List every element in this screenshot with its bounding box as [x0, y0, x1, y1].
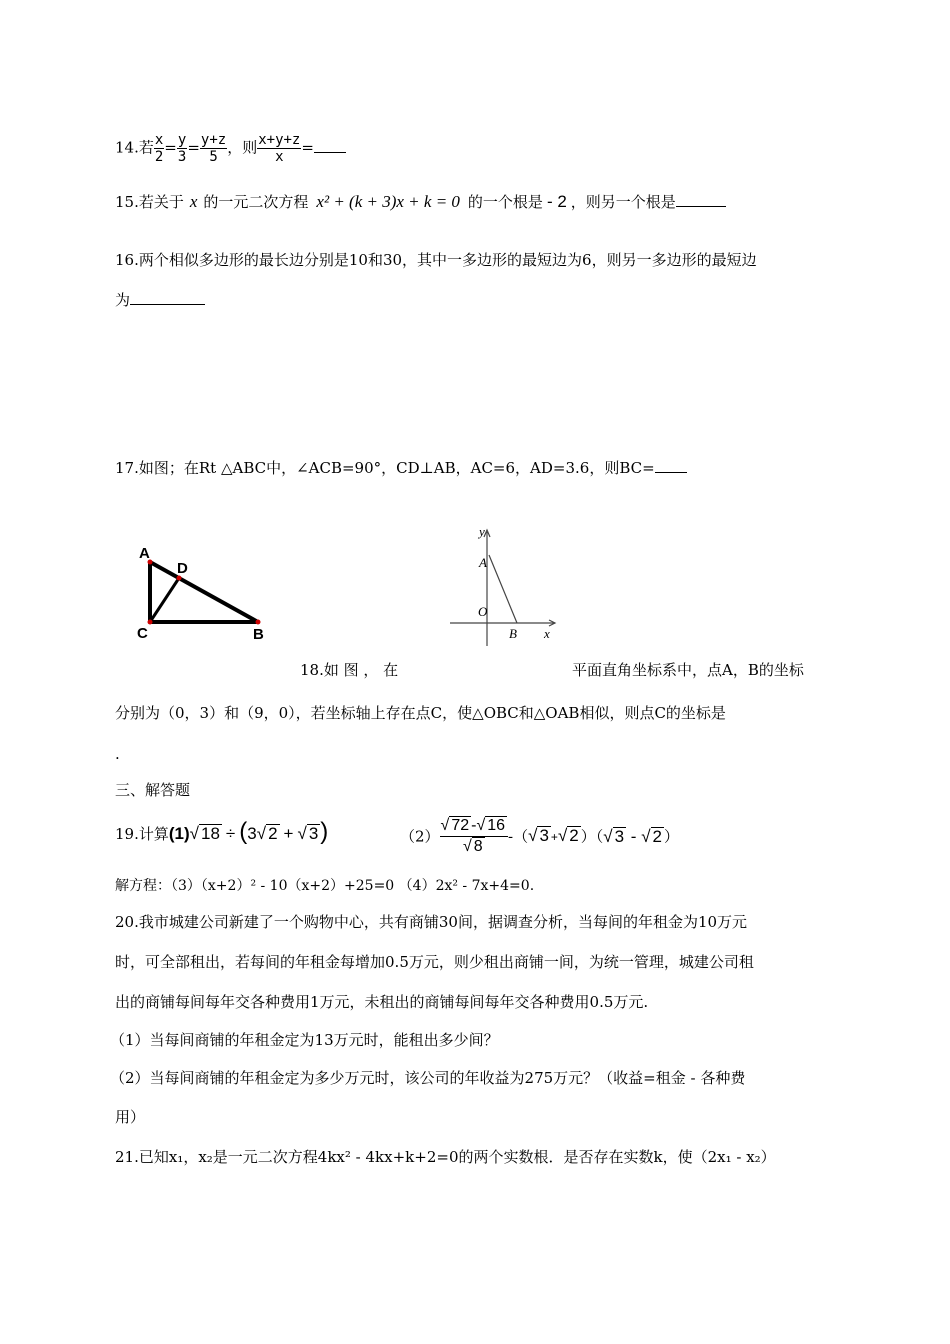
label-B: B [253, 626, 264, 643]
question-20-line1: 20.我市城建公司新建了一个购物中心，共有商铺30间，据调查分析，当每间的年租金为10万元 [115, 913, 748, 931]
answer-blank-15 [676, 192, 726, 207]
label-C: C [137, 625, 148, 642]
fraction-y-over-3: $\frac{y}{3}$ [177, 132, 187, 165]
q14-prefix: 14.若 [115, 138, 154, 157]
answer-blank-16 [130, 290, 205, 305]
question-18-line3: . [115, 745, 120, 763]
label-D: D [177, 560, 188, 577]
section-heading: 三、解答题 [115, 781, 191, 799]
question-21: 21.已知x₁，x₂是一元二次方程4kx² - 4kx+k+2=0的两个实数根．是否存在实数k，使（2x₁ - x₂） [115, 1148, 776, 1166]
point-A-label: A [479, 555, 487, 570]
solve-equations: 解方程：（3）（x+2）² - 10（x+2）+25=0 （4）2x² - 7x+4=0. [115, 878, 535, 894]
origin-O-label: O [478, 604, 488, 619]
question-20-line2: 时，可全部租出，若每间的年租金每增加0.5万元，则少租出商铺一间，为统一管理，城建公司租 [115, 953, 754, 971]
label-A: A [139, 545, 150, 562]
point-B-label: B [509, 626, 517, 641]
question-18-head2: 平面直角坐标系中，点A，B的坐标 [572, 661, 804, 679]
axis-y-label: y [479, 524, 485, 539]
radical-fraction: $\frac{√ 72 -√ 16}{√ 8}$ [440, 816, 508, 857]
triangle-figure [130, 540, 280, 645]
question-14: 14.若 $\frac{x}{2}$ = $\frac{y}{3}$ = $\frac{y+z}{5}$ ，则 $\frac{x+y+z}{x}$ = [115, 132, 346, 165]
question-19: 19.计算(1)√ 18 ÷ (3√ 2 + √ 3) [115, 818, 329, 845]
question-20-sub2: （2）当每间商铺的年租金定为多少万元时，该公司的年收益为275万元？（收益=租金 - 各种费 [110, 1069, 746, 1087]
question-18-head: 18.如 图 ， 在 [300, 661, 399, 679]
question-19-part2: （2） $\frac{√ 72 -√ 16}{√ 8}$ -（√ 3 +√ 2 ）（√ 3 - √ 2 ） [400, 817, 680, 855]
question-18-line2: 分别为（0，3）和（9，0），若坐标轴上存在点C，使△OBC和△OAB相似，则点C的坐标是 [115, 704, 726, 722]
question-17: 17.如图；在Rt △ABC中，∠ACB=90°，CD⊥AB，AC=6，AD=3.6，则BC= [115, 458, 687, 478]
question-20-line3: 出的商铺每间每年交各种费用1万元，未租出的商铺每间每年交各种费用0.5万元. [115, 993, 649, 1011]
question-20-sub1: （1）当每间商铺的年租金定为13万元时，能租出多少间？ [110, 1031, 499, 1049]
fraction-x-over-2: $\frac{x}{2}$ [154, 132, 164, 165]
question-16-line2: 为 [115, 290, 205, 310]
fraction-yz-over-5: $\frac{y+z}{5}$ [200, 132, 227, 165]
axis-x-label: x [544, 626, 550, 641]
question-15: 15.若关于 x 的一元二次方程 x² + (k + 3)x + k = 0 的一个根是 - 2 ，则另一个根是 [115, 192, 726, 212]
answer-blank-17 [655, 458, 687, 473]
question-16-line1: 16.两个相似多边形的最长边分别是10和30，其中一多边形的最短边为6，则另一多边形的最短边 [115, 251, 757, 269]
quadratic-equation: x² + (k + 3)x + k = 0 [316, 192, 460, 211]
answer-blank-14 [314, 138, 346, 153]
axes-figure [445, 520, 560, 650]
fraction-xyz-over-x: $\frac{x+y+z}{x}$ [258, 132, 301, 165]
question-20-sub2-cont: 用） [115, 1108, 146, 1126]
